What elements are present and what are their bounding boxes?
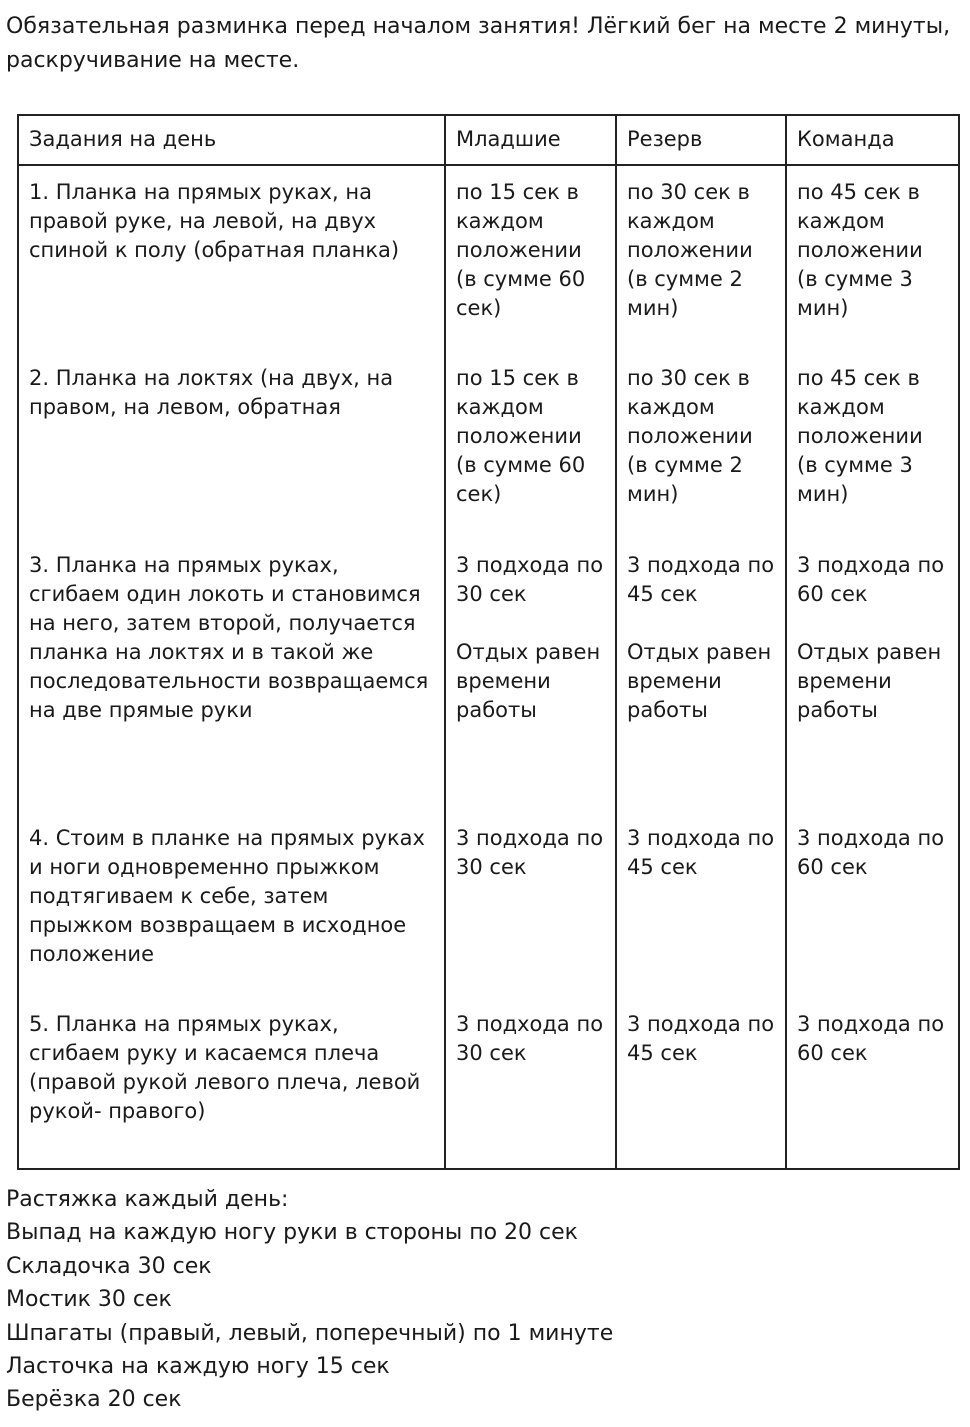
daily-tasks-table [17,114,960,1170]
team-cell [786,165,959,352]
junior-cell [445,812,616,998]
reserve-text: по 30 сек в каждом положении (в сумме 2 мин) [627,366,753,506]
list-item: Выпад на каждую ногу руки в стороны по 20 сек [6,1220,578,1246]
junior-text: 3 подхода по 30 сек [456,553,604,606]
reserve-text: 3 подхода по 45 сек [627,1012,775,1065]
table-row [18,352,959,539]
task-cell: 4. Стоим в планке на прямых руках и ноги одновременно прыжком подтягиваем к себе, затем прыжком возвращаем в исходное положение [18,812,445,998]
reserve-text: 3 подхода по 45 сек [627,826,775,879]
table-row [18,998,959,1169]
task-cell: 1. Планка на прямых руках, на правой руке, на левой, на двух спиной к полу (обратная планка) [18,165,445,352]
table-row [18,812,959,998]
header-tasks: Задания на день [18,115,445,165]
team-text: 3 подхода по 60 сек [797,1012,945,1065]
junior-text: по 15 сек в каждом положении (в сумме 60 сек) [456,180,586,320]
list-item: Шпагаты (правый, левый, поперечный) по 1 минуте [6,1320,614,1346]
header-reserve: Резерв [616,115,786,165]
reserve-cell [616,352,786,539]
table-row [18,165,959,352]
list-item: Мостик 30 сек [6,1287,172,1313]
intro-line-2: раскручивание на месте. [6,48,300,73]
junior-text: по 15 сек в каждом положении (в сумме 60 сек) [456,366,586,506]
junior-cell [445,165,616,352]
reserve-rest-text: Отдых равен времени работы [627,640,772,722]
task-cell: 5. Планка на прямых руках, сгибаем руку и касаемся плеча (правой рукой левого плеча, левой рукой- правого) [18,998,445,1169]
header-team: Команда [786,115,959,165]
intro-line-1: Обязательная разминка перед началом занятия! Лёгкий бег на месте 2 минуты, [6,14,951,39]
junior-text: 3 подхода по 30 сек [456,826,604,879]
table-header-row [18,115,959,165]
team-rest-text: Отдых равен времени работы [797,640,942,722]
reserve-cell [616,539,786,812]
junior-cell [445,539,616,812]
junior-cell [445,352,616,539]
reserve-cell [616,812,786,998]
reserve-text: по 30 сек в каждом положении (в сумме 2 мин) [627,180,753,320]
stretching-list [6,1183,613,1417]
team-text: 3 подхода по 60 сек [797,826,945,879]
team-text: по 45 сек в каждом положении (в сумме 3 мин) [797,180,923,320]
team-text: 3 подхода по 60 сек [797,553,945,606]
list-item: Ласточка на каждую ногу 15 сек [6,1354,390,1380]
task-cell: 2. Планка на локтях (на двух, на правом, на левом, обратная [18,352,445,539]
task-cell: 3. Планка на прямых руках, сгибаем один локоть и становимся на него, затем второй, получается планка на локтях и в такой же последовательности возвращаемся на две прямые руки [18,539,445,812]
junior-cell [445,998,616,1169]
junior-text: 3 подхода по 30 сек [456,1012,604,1065]
reserve-text: 3 подхода по 45 сек [627,553,775,606]
reserve-cell [616,165,786,352]
junior-rest-text: Отдых равен времени работы [456,640,601,722]
table-row [18,539,959,812]
intro-text [6,10,956,78]
list-item: Складочка 30 сек [6,1253,212,1279]
team-text: по 45 сек в каждом положении (в сумме 3 мин) [797,366,923,506]
team-cell [786,352,959,539]
team-cell [786,539,959,812]
list-item: Берёзка 20 сек [6,1387,182,1413]
reserve-cell [616,998,786,1169]
team-cell [786,812,959,998]
team-cell [786,998,959,1169]
stretching-title: Растяжка каждый день: [6,1187,289,1212]
header-junior: Младшие [445,115,616,165]
